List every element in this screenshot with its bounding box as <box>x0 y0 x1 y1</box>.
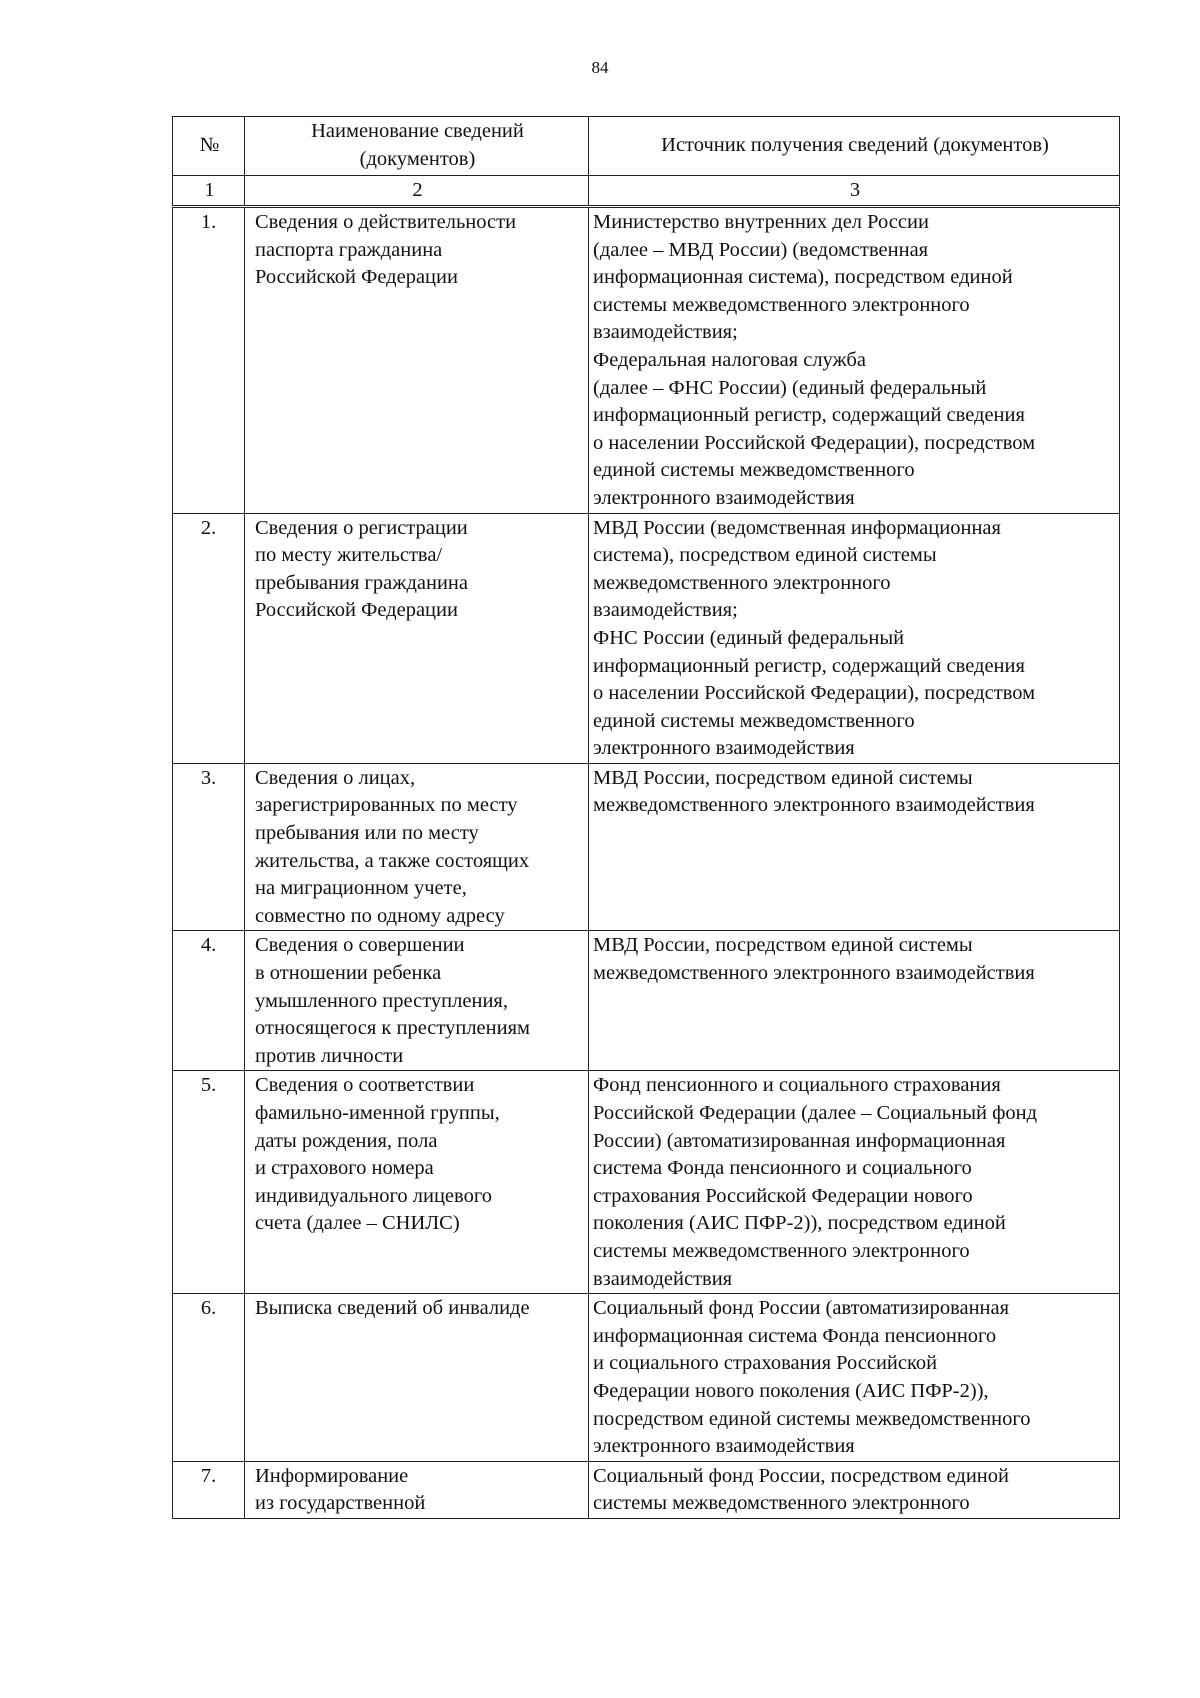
source-line: взаимодействия; <box>593 321 738 344</box>
document-name-line: и страхового номера <box>255 1157 434 1180</box>
source-line: системы межведомственного электронного <box>593 1492 970 1515</box>
source-line: межведомственного электронного взаимодействия <box>593 794 1035 817</box>
document-name-line: Российской Федерации <box>255 599 458 622</box>
source-cell <box>589 1461 1120 1518</box>
document-name-line: жительства, а также состоящих <box>255 849 530 872</box>
source-cell <box>589 1071 1120 1294</box>
source-cell <box>589 931 1120 1071</box>
document-name-line: даты рождения, пола <box>255 1129 438 1152</box>
source-cell <box>589 1294 1120 1462</box>
source-line: посредством единой системы межведомственного <box>593 1407 1031 1430</box>
source-line: взаимодействия <box>593 1267 733 1290</box>
document-name-cell <box>245 513 589 763</box>
table-row <box>173 1071 1120 1294</box>
source-line: система), посредством единой системы <box>593 544 937 567</box>
table-body <box>173 207 1120 1519</box>
source-line: МВД России, посредством единой системы <box>593 934 973 957</box>
row-number: 5. <box>173 1071 245 1294</box>
table-row <box>173 1461 1120 1518</box>
source-line: о населении Российской Федерации), посредством <box>593 431 1036 454</box>
document-name-cell <box>245 1294 589 1462</box>
documents-table <box>172 116 1120 1519</box>
row-number: 3. <box>173 763 245 931</box>
source-line: электронного взаимодействия <box>593 486 855 509</box>
column-numbering-row <box>173 176 1120 207</box>
document-name-cell <box>245 763 589 931</box>
source-line: (далее – МВД России) (ведомственная <box>593 238 929 261</box>
document-name-line: Сведения о совершении <box>255 934 465 957</box>
column-number: 2 <box>245 176 589 207</box>
source-line: России) (автоматизированная информационная <box>593 1129 1006 1152</box>
document-name-line: паспорта гражданина <box>255 238 443 261</box>
row-number: 1. <box>173 207 245 514</box>
document-name-cell <box>245 207 589 514</box>
document-name-line: по месту жительства/ <box>255 544 443 567</box>
document-name-line: Выписка сведений об инвалиде <box>255 1297 530 1320</box>
source-line: Фонд пенсионного и социального страхования <box>593 1074 1001 1097</box>
table-row <box>173 513 1120 763</box>
document-name-line: фамильно-именной группы, <box>255 1102 500 1124</box>
document-name-line: зарегистрированных по месту <box>255 794 518 817</box>
document-name-line: в отношении ребенка <box>255 962 442 985</box>
source-line: и социального страхования Российской <box>593 1352 938 1375</box>
document-name-line: счета (далее – СНИЛС) <box>255 1212 460 1235</box>
source-line: единой системы межведомственного <box>593 459 915 482</box>
header-number: № <box>173 117 245 176</box>
document-name-line: Информирование <box>255 1464 409 1487</box>
table-row <box>173 1294 1120 1462</box>
source-cell <box>589 513 1120 763</box>
source-line: страхования Российской Федерации нового <box>593 1184 973 1207</box>
document-name-line: пребывания или по месту <box>255 822 479 845</box>
table-row <box>173 763 1120 931</box>
source-line: Социальный фонд России (автоматизированная <box>593 1297 1010 1320</box>
document-name-line: Сведения о действительности <box>255 211 517 233</box>
source-line: информационная система Фонда пенсионного <box>593 1324 997 1347</box>
table-row <box>173 931 1120 1071</box>
document-name-cell <box>245 1071 589 1294</box>
document-name-line: индивидуального лицевого <box>255 1184 492 1207</box>
source-line: электронного взаимодействия <box>593 737 855 760</box>
source-line: система Фонда пенсионного и социального <box>593 1157 972 1180</box>
column-number: 3 <box>589 176 1120 207</box>
source-line: информационная система), посредством единой <box>593 266 1013 289</box>
source-line: межведомственного электронного <box>593 571 891 594</box>
page-number: 84 <box>591 58 609 77</box>
source-line: Социальный фонд России, посредством единой <box>593 1464 1009 1487</box>
source-cell <box>589 207 1120 514</box>
row-number: 7. <box>173 1461 245 1518</box>
document-name-line: совместно по одному адресу <box>255 904 505 927</box>
document-name-line: Сведения о регистрации <box>255 516 468 539</box>
header-name-line: Наименование сведений <box>311 120 524 143</box>
row-number: 4. <box>173 931 245 1071</box>
document-name-line: пребывания гражданина <box>255 571 468 594</box>
document-name-line: Российской Федерации <box>255 266 458 289</box>
document-name-line: относящегося к преступлениям <box>255 1017 530 1040</box>
header-name <box>245 117 589 176</box>
source-line: Федерации нового поколения (АИС ПФР-2)), <box>593 1379 989 1402</box>
source-line: системы межведомственного электронного <box>593 1239 970 1262</box>
source-line: (далее – ФНС России) (единый федеральный <box>593 376 987 399</box>
table-header-row <box>173 117 1120 176</box>
row-number: 2. <box>173 513 245 763</box>
source-line: поколения (АИС ПФР-2)), посредством единой <box>593 1212 1006 1235</box>
source-line: Федеральная налоговая служба <box>593 348 866 371</box>
source-line: взаимодействия; <box>593 599 738 622</box>
document-name-line: Сведения о соответствии <box>255 1074 475 1097</box>
document-name-line: против личности <box>255 1044 404 1067</box>
source-line: единой системы межведомственного <box>593 709 915 732</box>
document-name-cell <box>245 1461 589 1518</box>
table-row <box>173 207 1120 514</box>
source-line: о населении Российской Федерации), посредством <box>593 682 1036 705</box>
header-source: Источник получения сведений (документов) <box>589 117 1120 176</box>
source-line: ФНС России (единый федеральный <box>593 626 905 649</box>
source-line: Российской Федерации (далее – Социальный фонд <box>593 1102 1038 1124</box>
document-name-line: умышленного преступления, <box>255 989 508 1012</box>
source-line: системы межведомственного электронного <box>593 293 970 316</box>
document-name-line: на миграционном учете, <box>255 877 467 900</box>
column-number: 1 <box>173 176 245 207</box>
source-line: электронного взаимодействия <box>593 1435 855 1458</box>
source-cell <box>589 763 1120 931</box>
source-line: межведомственного электронного взаимодействия <box>593 962 1035 985</box>
document-name-line: Сведения о лицах, <box>255 766 416 789</box>
source-line: МВД России (ведомственная информационная <box>593 516 1001 539</box>
source-line: Министерство внутренних дел России <box>593 211 929 233</box>
row-number: 6. <box>173 1294 245 1462</box>
source-line: информационный регистр, содержащий сведения <box>593 404 1025 427</box>
source-line: информационный регистр, содержащий сведения <box>593 654 1025 677</box>
header-name-line: (документов) <box>359 148 476 170</box>
document-name-cell <box>245 931 589 1071</box>
source-line: МВД России, посредством единой системы <box>593 766 973 789</box>
document-name-line: из государственной <box>255 1492 426 1515</box>
